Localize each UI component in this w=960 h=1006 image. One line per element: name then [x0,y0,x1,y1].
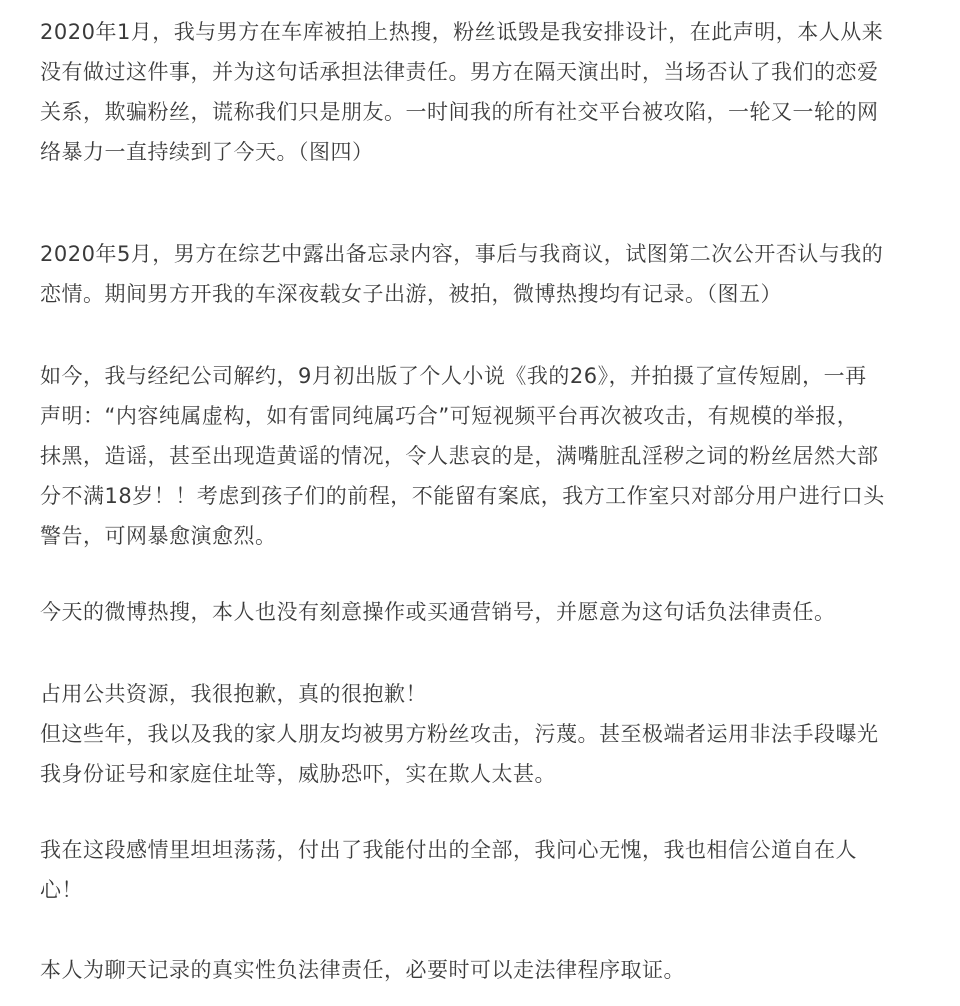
text-line: 2020年1月，我与男方在车库被拍上热搜，粉丝诋毁是我安排设计，在此声明，本人从来 [40,20,884,44]
paragraph-conscience [40,830,940,910]
text-line: 今天的微博热搜，本人也没有刻意操作或买通营销号，并愿意为这句话负法律责任。 [40,600,836,624]
text-line: 恋情。期间男方开我的车深夜载女子出游，被拍，微博热搜均有记录。（图五） [40,282,782,306]
text-line: 没有做过这件事，并为这句话承担法律责任。男方在隔天演出时，当场否认了我们的恋爱 [40,60,879,84]
text-line: 声明：“内容纯属虚构，如有雷同纯属巧合”可短视频平台再次被攻击，有规模的举报， [40,404,859,428]
text-line: 络暴力一直持续到了今天。（图四） [40,140,374,164]
paragraph-apology [40,674,940,794]
text-line: 关系，欺骗粉丝，谎称我们只是朋友。一时间我的所有社交平台被攻陷，一轮又一轮的网 [40,100,879,124]
text-line: 占用公共资源，我很抱歉，真的很抱歉！ [40,682,427,706]
text-line: 抹黑，造谣，甚至出现造黄谣的情况，令人悲哀的是，满嘴脏乱淫秽之词的粉丝居然大部 [40,444,879,468]
text-line: 我在这段感情里坦坦荡荡，付出了我能付出的全部，我问心无愧，我也相信公道自在人 [40,838,857,862]
paragraph-weibo-hot-search [40,592,940,632]
text-line: 如今，我与经纪公司解约，9月初出版了个人小说《我的26》，并拍摄了宣传短剧，一再 [40,364,867,388]
paragraph-current-situation [40,356,940,556]
text-line: 警告，可网暴愈演愈烈。 [40,524,277,548]
paragraph-may-incident [40,234,940,314]
text-line: 但这些年，我以及我的家人朋友均被男方粉丝攻击，污蔑。甚至极端者运用非法手段曝光 [40,722,879,746]
text-line: 2020年5月，男方在综艺中露出备忘录内容，事后与我商议，试图第二次公开否认与我的 [40,242,884,266]
text-line: 分不满18岁！！考虑到孩子们的前程，不能留有案底，我方工作室只对部分用户进行口头 [40,484,885,508]
text-line: 我身份证号和家庭住址等，威胁恐吓，实在欺人太甚。 [40,762,556,786]
text-line: 本人为聊天记录的真实性负法律责任，必要时可以走法律程序取证。 [40,958,685,982]
paragraph-january-incident [40,12,940,172]
text-line: 心！ [40,878,83,902]
paragraph-legal-responsibility [40,950,940,990]
